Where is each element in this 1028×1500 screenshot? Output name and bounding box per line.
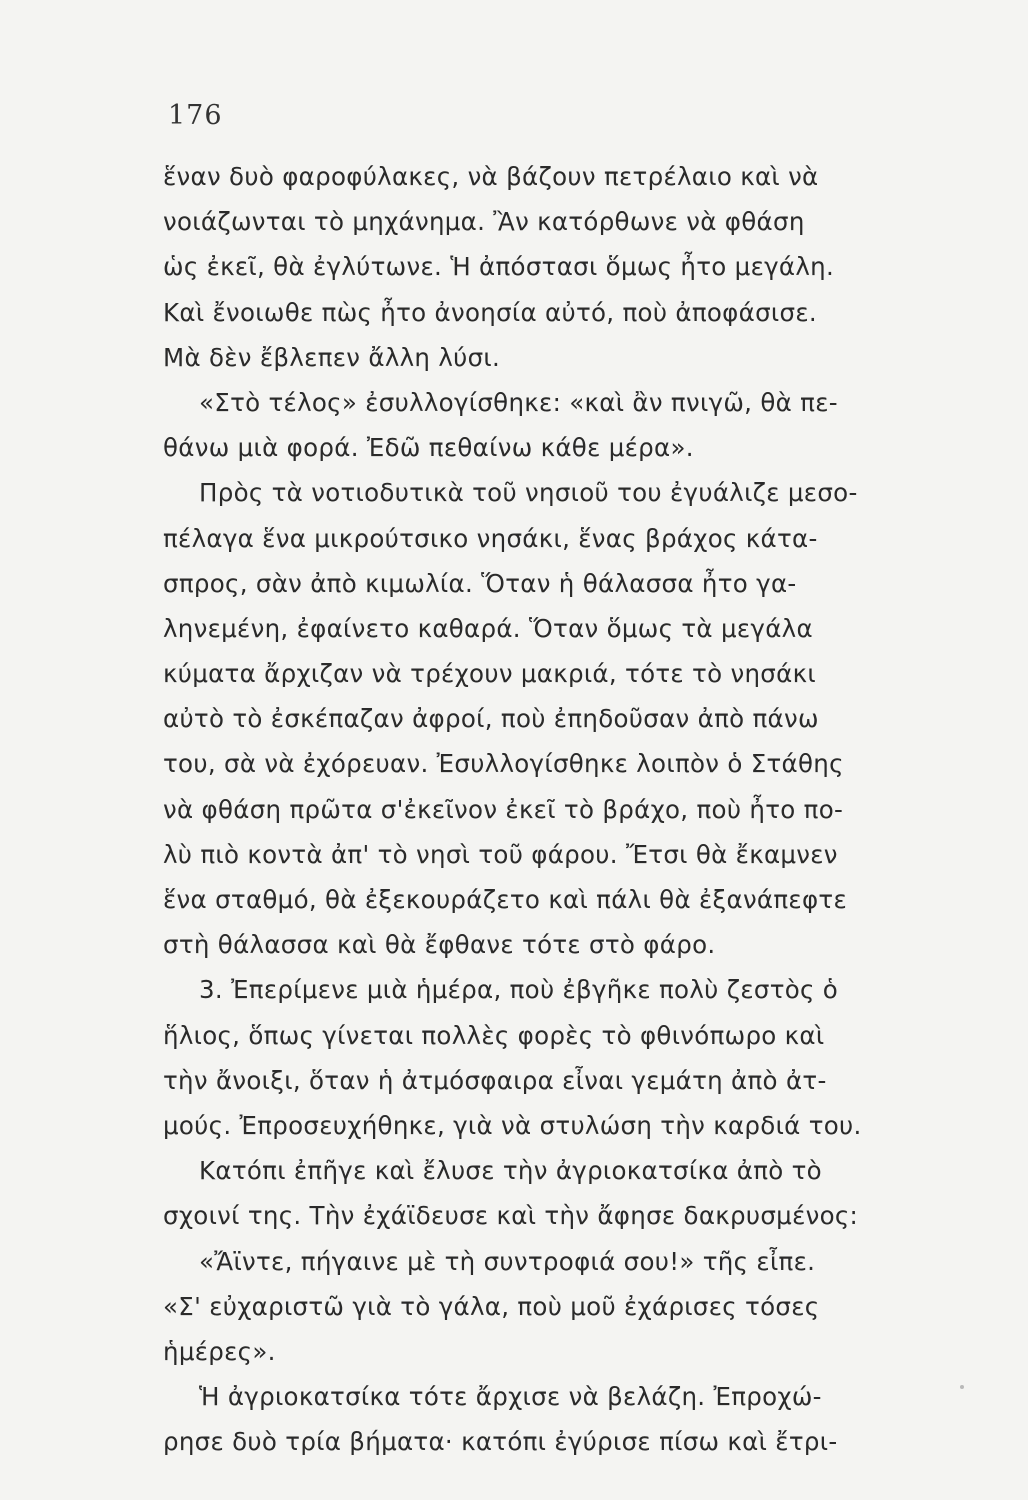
text-line: Καὶ ἔνοιωθε πὼς ἦτο ἀνοησία αὐτό, ποὺ ἀποφάσισε. xyxy=(163,297,817,327)
body-text xyxy=(163,154,963,1464)
text-line: ἡμέρες». xyxy=(163,1336,276,1366)
text-line: «Σ' εὐχαριστῶ γιὰ τὸ γάλα, ποὺ μοῦ ἐχάρισες τόσες xyxy=(163,1291,820,1321)
text-line: νὰ φθάση πρῶτα σ'ἐκεῖνον ἐκεῖ τὸ βράχο, ποὺ ἦτο πο- xyxy=(163,794,844,824)
text-line: σχοινί της. Τὴν ἐχάϊδευσε καὶ τὴν ἄφησε δακρυσμένος: xyxy=(163,1201,859,1231)
text-line: Ἡ ἀγριοκατσίκα τότε ἄρχισε νὰ βελάζη. Ἐπροχώ- xyxy=(199,1382,822,1412)
page-number: 176 xyxy=(168,100,223,131)
text-line: Πρὸς τὰ νοτιοδυτικὰ τοῦ νησιοῦ του ἐγυάλιζε μεσο- xyxy=(199,478,858,508)
text-line: κύματα ἄρχιζαν νὰ τρέχουν μακριά, τότε τὸ νησάκι xyxy=(163,659,816,689)
text-line: θάνω μιὰ φορά. Ἐδῶ πεθαίνω κάθε μέρα». xyxy=(163,433,694,463)
text-line: στὴ θάλασσα καὶ θὰ ἔφθανε τότε στὸ φάρο. xyxy=(163,930,716,960)
text-line: του, σὰ νὰ ἐχόρευαν. Ἐσυλλογίσθηκε λοιπὸν ὁ Στάθης xyxy=(163,749,844,779)
text-line: λὺ πιὸ κοντὰ ἀπ' τὸ νησὶ τοῦ φάρου. Ἔτσι θὰ ἔκαμνεν xyxy=(163,839,838,869)
text-line: ὡς ἐκεῖ, θὰ ἐγλύτωνε. Ἡ ἀπόστασι ὅμως ἦτο μεγάλη. xyxy=(163,252,835,282)
text-line: ἕνα σταθμό, θὰ ἐξεκουράζετο καὶ πάλι θὰ ἐξανάπεφτε xyxy=(163,885,848,914)
text-line: αὐτὸ τὸ ἐσκέπαζαν ἀφροί, ποὺ ἐπηδοῦσαν ἀπὸ πάνω xyxy=(163,704,819,734)
text-line: πέλαγα ἕνα μικρούτσικο νησάκι, ἕνας βράχος κάτα- xyxy=(163,523,818,553)
text-line: Μὰ δὲν ἔβλεπεν ἄλλη λύσι. xyxy=(163,342,501,372)
text-line: ἥλιος, ὅπως γίνεται πολλὲς φορὲς τὸ φθινόπωρο καὶ xyxy=(163,1020,825,1050)
text-line: «Στὸ τέλος» ἐσυλλογίσθηκε: «καὶ ἂν πνιγῶ, θὰ πε- xyxy=(199,387,838,417)
text-line: ἕναν δυὸ φαροφύλακες, νὰ βάζουν πετρέλαιο καὶ νὰ xyxy=(163,162,819,191)
text-line: τὴν ἄνοιξι, ὅταν ἡ ἀτμόσφαιρα εἶναι γεμάτη ἀπὸ ἀτ- xyxy=(163,1065,827,1095)
text-line: Κατόπι ἐπῆγε καὶ ἔλυσε τὴν ἀγριοκατσίκα ἀπὸ τὸ xyxy=(199,1156,822,1186)
text-line: μούς. Ἐπροσευχήθηκε, γιὰ νὰ στυλώση τὴν καρδιά του. xyxy=(163,1110,862,1140)
text-line: ληνεμένη, ἐφαίνετο καθαρά. Ὅταν ὅμως τὰ μεγάλα xyxy=(163,613,813,643)
paper-speck xyxy=(960,1385,964,1389)
text-line: σπρος, σὰν ἀπὸ κιμωλία. Ὅταν ἡ θάλασσα ἦτο γα- xyxy=(163,568,797,598)
text-line: «Ἄϊντε, πήγαινε μὲ τὴ συντροφιά σου!» τῆς εἶπε. xyxy=(199,1246,816,1276)
text-line: ρησε δυὸ τρία βήματα· κατόπι ἐγύρισε πίσω καὶ ἔτρι- xyxy=(163,1427,838,1457)
text-line: 3. Ἐπερίμενε μιὰ ἡμέρα, ποὺ ἐβγῆκε πολὺ ζεστὸς ὁ xyxy=(199,975,839,1005)
text-line: νοιάζωνται τὸ μηχάνημα. Ἂν κατόρθωνε νὰ φθάση xyxy=(163,207,805,237)
